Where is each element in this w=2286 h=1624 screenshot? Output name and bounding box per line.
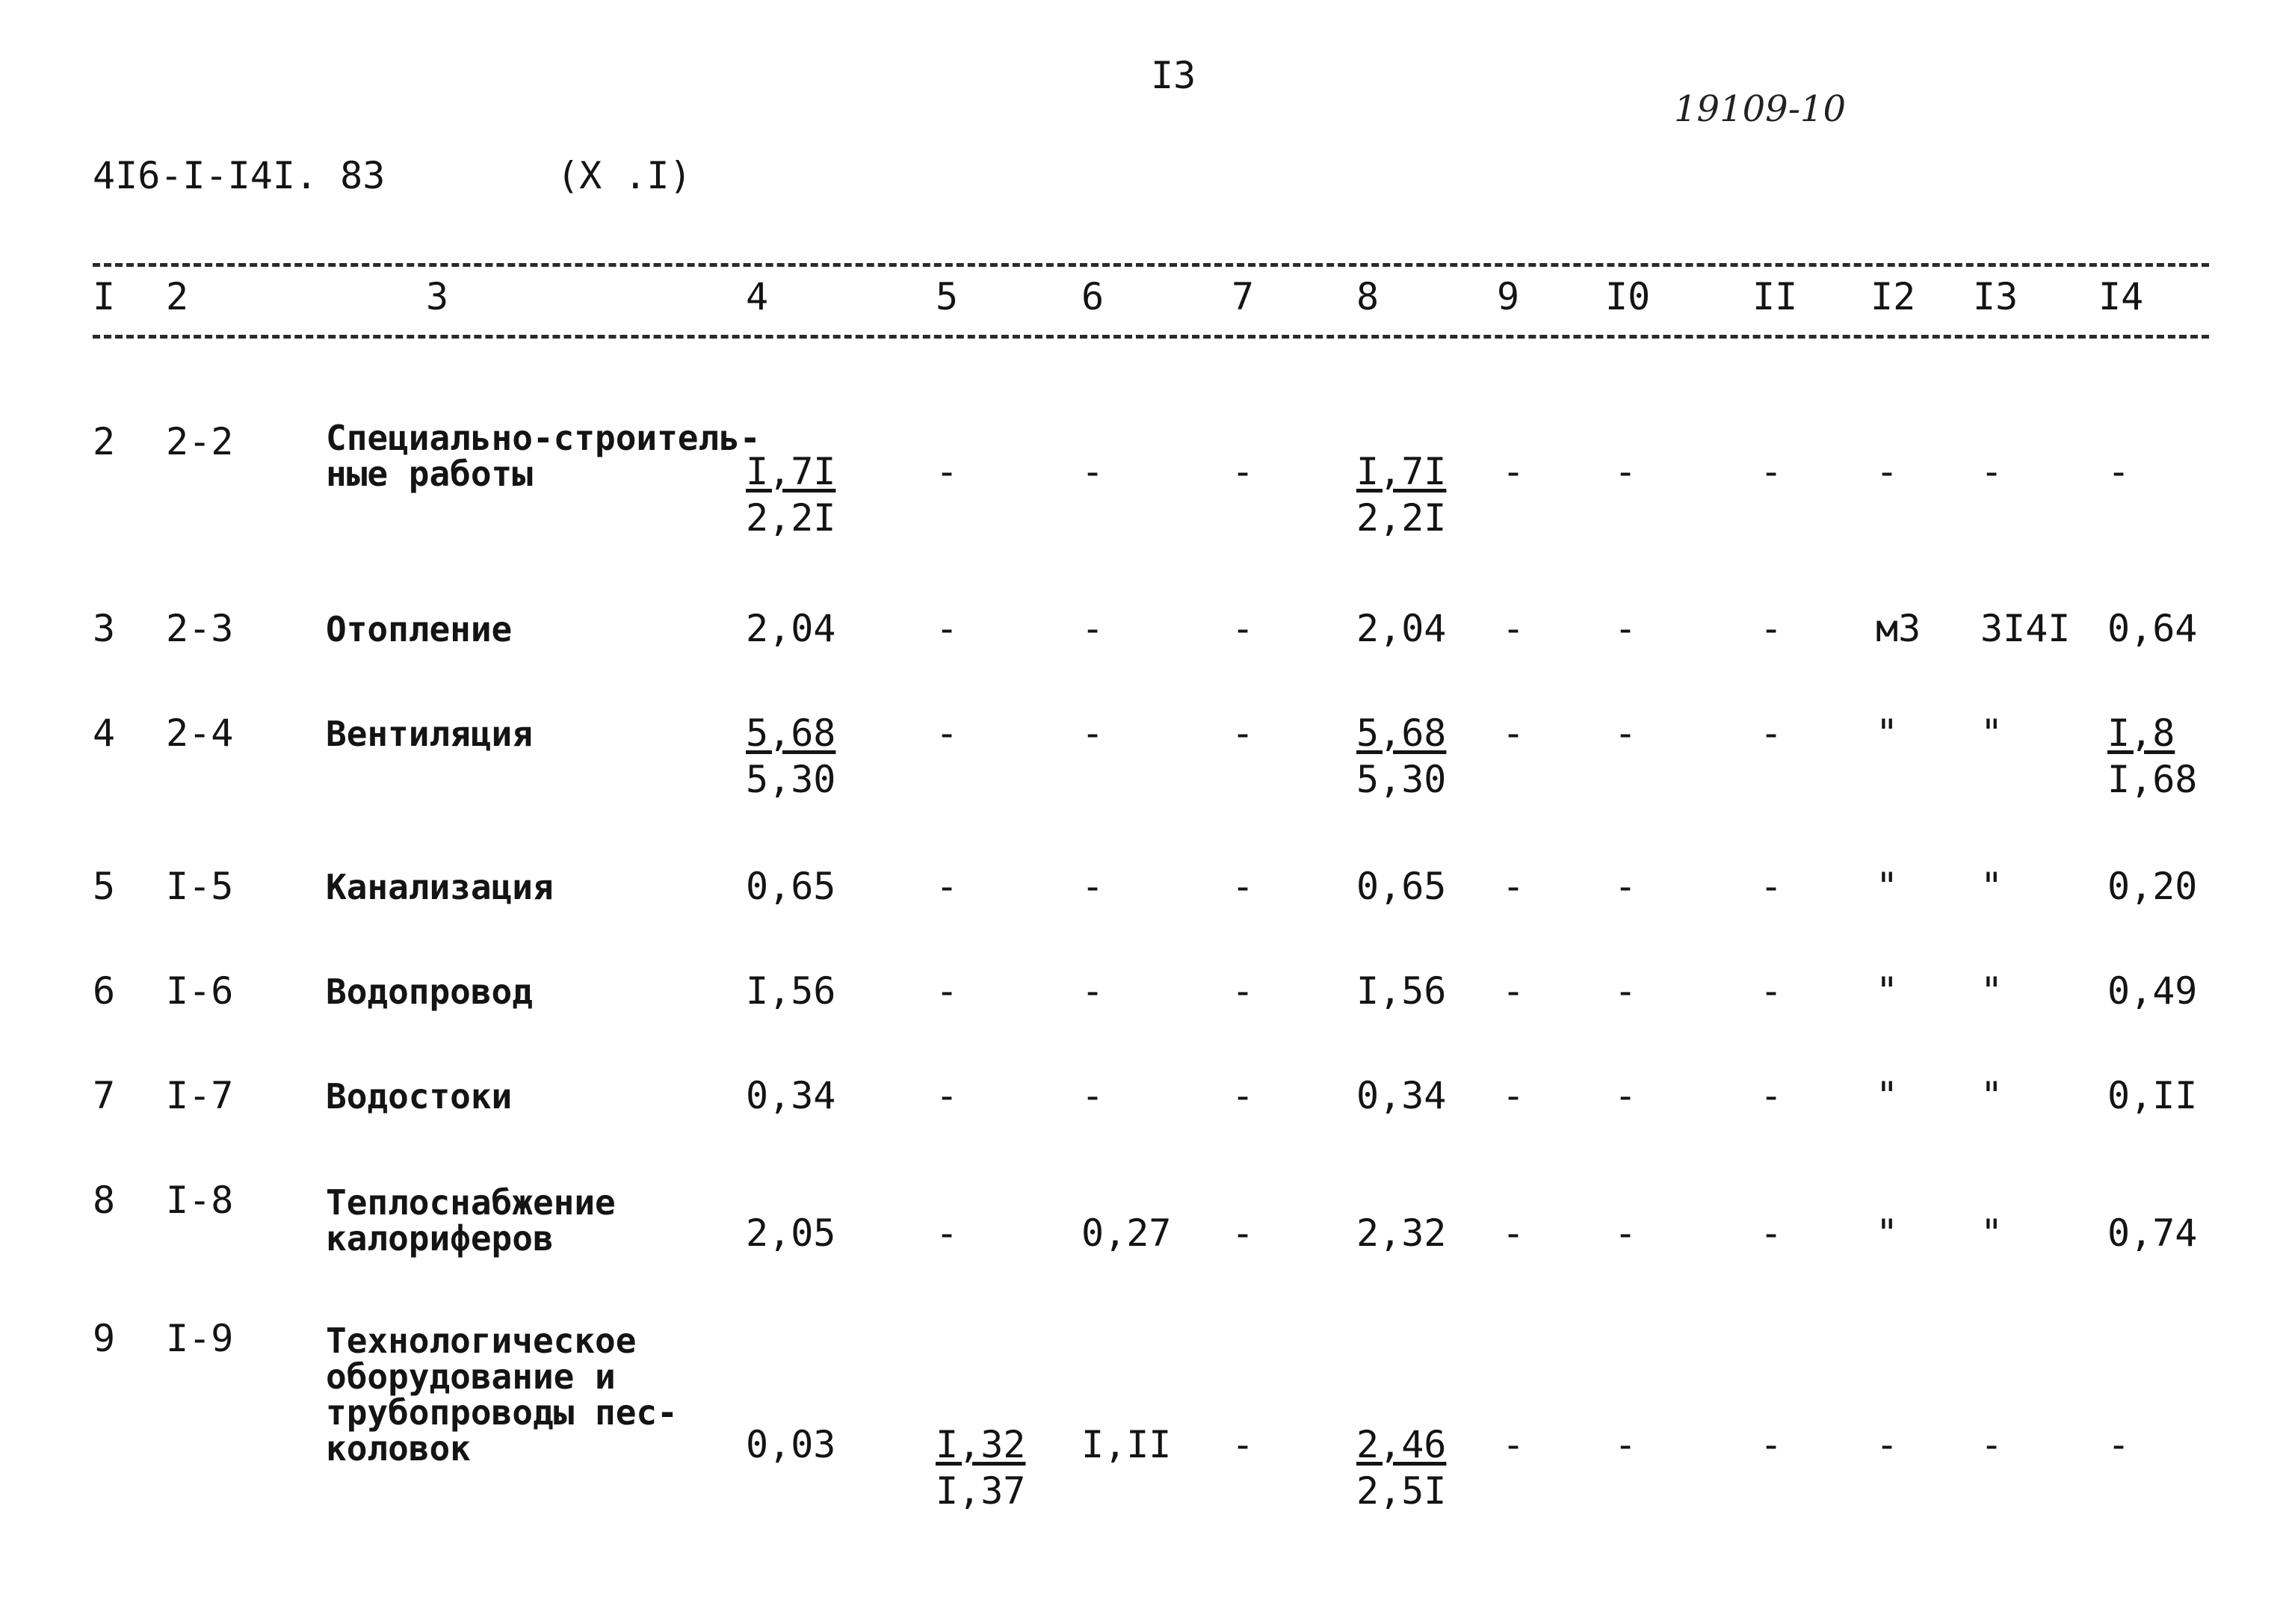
- value-col-8: 2,04: [1356, 607, 1447, 650]
- column-header-6: 6: [1081, 275, 1105, 318]
- fraction-denominator: 5,30: [746, 758, 836, 801]
- row-code: I-5: [166, 865, 234, 908]
- value-col-12: ": [1876, 1211, 1899, 1255]
- row-number: 5: [93, 865, 116, 908]
- value-col-14: 0,20: [2107, 865, 2198, 908]
- document-code: 4I6-I-I4I. 83: [93, 154, 386, 197]
- value-col-14: -: [2107, 1423, 2131, 1466]
- value-col-10: -: [1614, 865, 1637, 908]
- value-col-14: [2107, 710, 2197, 803]
- column-header-12: I2: [1870, 275, 1916, 318]
- value-col-10: -: [1614, 1211, 1637, 1255]
- value-col-12: ": [1876, 711, 1899, 755]
- value-col-10: -: [1614, 450, 1637, 493]
- work-name: [326, 1076, 513, 1117]
- row-number: 2: [93, 420, 116, 463]
- work-name: [326, 1182, 616, 1259]
- column-header-4: 4: [746, 275, 769, 318]
- row-number: 6: [93, 969, 116, 1013]
- value-col-14: 0,64: [2107, 607, 2198, 650]
- value-col-4: 2,05: [746, 1211, 836, 1255]
- fraction-denominator: 5,30: [1356, 758, 1447, 801]
- value-col-7: -: [1232, 865, 1255, 908]
- column-header-2: 2: [166, 275, 189, 318]
- row-number: 4: [93, 711, 116, 755]
- value-col-8: 0,34: [1356, 1074, 1447, 1117]
- value-col-10: -: [1614, 1074, 1637, 1117]
- work-name-line: Вентиляция: [326, 714, 533, 754]
- value-col-13: ": [1980, 1211, 2004, 1255]
- column-header-11: II: [1752, 275, 1798, 318]
- value-col-11: -: [1760, 969, 1783, 1013]
- value-col-4: [746, 448, 835, 541]
- work-name: [326, 420, 761, 492]
- work-name-line: ные работы: [326, 454, 533, 494]
- header-bottom-rule: [93, 335, 2209, 339]
- work-name-line: оборудование и: [326, 1356, 616, 1397]
- value-col-7: -: [1232, 711, 1255, 755]
- value-col-9: -: [1502, 865, 1525, 908]
- value-col-8: [1356, 1421, 1446, 1514]
- value-col-9: -: [1502, 607, 1525, 650]
- value-col-13: -: [1980, 450, 2004, 493]
- value-col-14: 0,II: [2107, 1074, 2198, 1117]
- value-col-6: I,II: [1081, 1423, 1172, 1466]
- fraction-numerator: I,8: [2107, 711, 2175, 755]
- value-col-6: -: [1081, 969, 1105, 1013]
- value-col-6: 0,27: [1081, 1211, 1172, 1255]
- row-code: I-6: [166, 969, 234, 1013]
- work-name-line: Водостоки: [326, 1076, 513, 1117]
- work-name: [326, 716, 533, 752]
- column-header-7: 7: [1232, 275, 1255, 318]
- value-col-11: -: [1760, 607, 1783, 650]
- value-col-12: ": [1876, 1074, 1899, 1117]
- row-number: 3: [93, 607, 116, 650]
- row-number: 9: [93, 1317, 116, 1360]
- value-col-7: -: [1232, 969, 1255, 1013]
- fraction-numerator: 2,46: [1356, 1423, 1447, 1466]
- row-code: I-7: [166, 1074, 234, 1117]
- value-col-8: 2,32: [1356, 1211, 1447, 1255]
- value-col-6: -: [1081, 607, 1105, 650]
- work-name-line: калориферов: [326, 1218, 554, 1259]
- value-col-4: I,56: [746, 969, 836, 1013]
- value-col-11: -: [1760, 865, 1783, 908]
- value-col-6: -: [1081, 711, 1105, 755]
- fraction-denominator: I,68: [2107, 758, 2198, 801]
- column-header-3: 3: [426, 275, 449, 318]
- value-col-13: ": [1980, 1074, 2004, 1117]
- row-code: I-8: [166, 1179, 234, 1222]
- value-col-11: -: [1760, 1211, 1783, 1255]
- page-number: I3: [1151, 54, 1196, 97]
- fraction-numerator: I,7I: [746, 450, 836, 493]
- work-name-line: Отопление: [326, 609, 513, 649]
- value-col-8: 0,65: [1356, 865, 1447, 908]
- work-name-line: Канализация: [326, 867, 554, 907]
- value-col-12: ": [1876, 969, 1899, 1013]
- document-suffix: (X .I): [557, 154, 692, 197]
- value-col-6: -: [1081, 865, 1105, 908]
- value-col-5: [936, 1421, 1025, 1514]
- value-col-12: -: [1876, 450, 1899, 493]
- value-col-10: -: [1614, 711, 1637, 755]
- work-name-line: трубопроводы пес-: [326, 1392, 678, 1433]
- header-top-rule: [93, 263, 2209, 267]
- fraction-denominator: I,37: [936, 1469, 1026, 1513]
- work-name-line: коловок: [326, 1428, 471, 1469]
- row-code: I-9: [166, 1317, 234, 1360]
- value-col-5: -: [936, 1074, 959, 1117]
- value-col-9: -: [1502, 1423, 1525, 1466]
- value-col-7: -: [1232, 1423, 1255, 1466]
- work-name: [326, 611, 512, 647]
- value-col-4: 0,03: [746, 1423, 836, 1466]
- value-col-14: -: [2107, 450, 2131, 493]
- value-col-7: -: [1232, 1211, 1255, 1255]
- value-col-7: -: [1232, 1074, 1255, 1117]
- value-col-11: -: [1760, 450, 1783, 493]
- row-code: 2-3: [166, 607, 234, 650]
- value-col-13: ": [1980, 711, 2004, 755]
- value-col-13: ": [1980, 969, 2004, 1013]
- fraction-denominator: 2,2I: [1356, 496, 1447, 540]
- value-col-9: -: [1502, 450, 1525, 493]
- value-col-7: -: [1232, 450, 1255, 493]
- value-col-12: -: [1876, 1423, 1899, 1466]
- row-number: 7: [93, 1074, 116, 1117]
- value-col-6: -: [1081, 450, 1105, 493]
- value-col-9: -: [1502, 1211, 1525, 1255]
- value-col-11: -: [1760, 711, 1783, 755]
- value-col-8: I,56: [1356, 969, 1447, 1013]
- value-col-10: -: [1614, 1423, 1637, 1466]
- work-name-line: Технологическое: [326, 1321, 637, 1361]
- row-code: 2-2: [166, 420, 234, 463]
- column-header-8: 8: [1356, 275, 1380, 318]
- value-col-13: ": [1980, 865, 2004, 908]
- value-col-13: 3I4I: [1980, 607, 2071, 650]
- value-col-5: -: [936, 711, 959, 755]
- work-name: [326, 869, 554, 905]
- value-col-5: -: [936, 450, 959, 493]
- column-header-10: I0: [1605, 275, 1651, 318]
- value-col-9: -: [1502, 969, 1525, 1013]
- value-col-8: [1356, 710, 1446, 803]
- value-col-4: 0,65: [746, 865, 836, 908]
- value-col-10: -: [1614, 969, 1637, 1013]
- handwritten-code: 19109-10: [1674, 88, 1846, 130]
- column-header-14: I4: [2098, 275, 2144, 318]
- value-col-12: ": [1876, 865, 1899, 908]
- value-col-5: -: [936, 865, 959, 908]
- value-col-10: -: [1614, 607, 1637, 650]
- value-col-4: 0,34: [746, 1074, 836, 1117]
- fraction-denominator: 2,5I: [1356, 1469, 1447, 1513]
- value-col-5: -: [936, 607, 959, 650]
- value-col-6: -: [1081, 1074, 1105, 1117]
- fraction-numerator: 5,68: [746, 711, 836, 755]
- row-code: 2-4: [166, 711, 234, 755]
- value-col-9: -: [1502, 1074, 1525, 1117]
- work-name: [326, 974, 533, 1010]
- value-col-14: 0,74: [2107, 1211, 2198, 1255]
- value-col-8: [1356, 448, 1446, 541]
- value-col-14: 0,49: [2107, 969, 2198, 1013]
- fraction-numerator: I,7I: [1356, 450, 1447, 493]
- column-header-5: 5: [936, 275, 959, 318]
- value-col-13: -: [1980, 1423, 2004, 1466]
- value-col-11: -: [1760, 1074, 1783, 1117]
- fraction-numerator: 5,68: [1356, 711, 1447, 755]
- value-col-5: -: [936, 969, 959, 1013]
- value-col-11: -: [1760, 1423, 1783, 1466]
- column-header-13: I3: [1973, 275, 2018, 318]
- value-col-9: -: [1502, 711, 1525, 755]
- value-col-12: м3: [1876, 607, 1921, 650]
- row-number: 8: [93, 1179, 116, 1222]
- work-name: [326, 1321, 678, 1469]
- column-header-1: I: [93, 275, 116, 318]
- work-name-line: Специально-строитель-: [326, 418, 761, 458]
- value-col-4: 2,04: [746, 607, 836, 650]
- fraction-numerator: I,32: [936, 1423, 1026, 1466]
- work-name-line: Водопровод: [326, 972, 533, 1012]
- column-header-9: 9: [1497, 275, 1520, 318]
- work-name-line: Теплоснабжение: [326, 1182, 616, 1223]
- value-col-7: -: [1232, 607, 1255, 650]
- value-col-4: [746, 710, 835, 803]
- fraction-denominator: 2,2I: [746, 496, 836, 540]
- value-col-5: -: [936, 1211, 959, 1255]
